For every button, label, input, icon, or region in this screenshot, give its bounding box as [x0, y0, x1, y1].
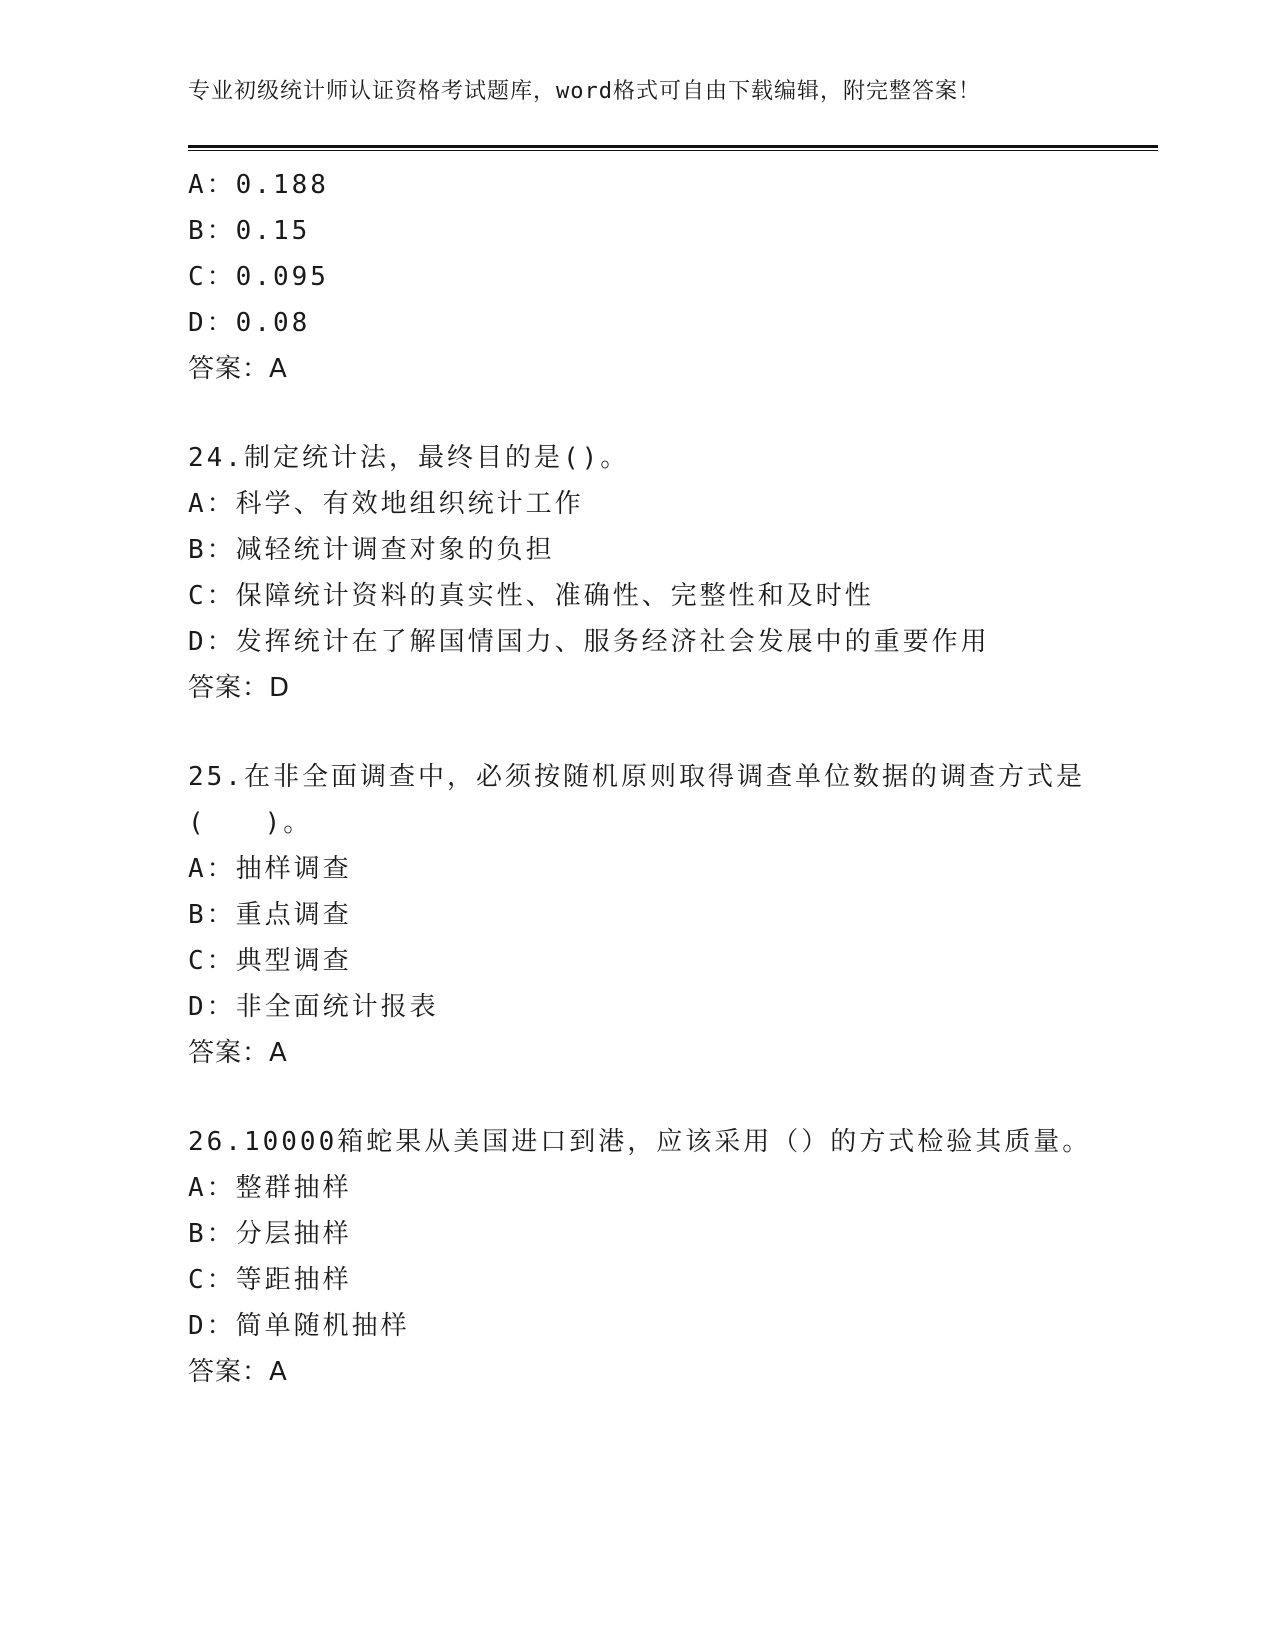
option-c: C：0.095 [188, 262, 329, 292]
question-text: 25.在非全面调查中，必须按随机原则取得调查单位数据的调查方式是 [188, 762, 1085, 792]
option-b: B：重点调查 [188, 900, 352, 930]
question-block-25 [188, 754, 1088, 1076]
option-a: A：整群抽样 [188, 1173, 352, 1203]
option-c: C：等距抽样 [188, 1265, 352, 1295]
option-d: D：0.08 [188, 308, 311, 338]
answer: 答案：A [188, 1357, 288, 1387]
option-d: D：发挥统计在了解国情国力、服务经济社会发展中的重要作用 [188, 627, 990, 657]
question-text: 26.10000箱蛇果从美国进口到港，应该采用（）的方式检验其质量。 [188, 1127, 1092, 1157]
option-a: A：0.188 [188, 170, 329, 200]
option-d: D：简单随机抽样 [188, 1311, 410, 1341]
header-rule-thin [188, 150, 1158, 151]
question-block-26 [188, 1119, 1092, 1395]
header-rule-thick [188, 145, 1158, 148]
option-a: A：科学、有效地组织统计工作 [188, 489, 584, 519]
question-text: 24.制定统计法，最终目的是()。 [188, 443, 630, 473]
option-a: A：抽样调查 [188, 854, 352, 884]
option-b: B：0.15 [188, 216, 311, 246]
answer: 答案：A [188, 354, 288, 384]
option-c: C：典型调查 [188, 946, 352, 976]
answer: 答案：D [188, 673, 291, 703]
option-b: B：减轻统计调查对象的负担 [188, 535, 555, 565]
document-header: 专业初级统计师认证资格考试题库，word格式可自由下载编辑，附完整答案！ [188, 79, 981, 104]
answer: 答案：A [188, 1038, 288, 1068]
option-c: C：保障统计资料的真实性、准确性、完整性和及时性 [188, 581, 874, 611]
question-text-continued: ( )。 [188, 808, 313, 838]
question-block-24 [188, 435, 1088, 711]
question-block-23 [188, 162, 1088, 392]
option-b: B：分层抽样 [188, 1219, 352, 1249]
option-d: D：非全面统计报表 [188, 992, 439, 1022]
question-list [188, 162, 1092, 1395]
